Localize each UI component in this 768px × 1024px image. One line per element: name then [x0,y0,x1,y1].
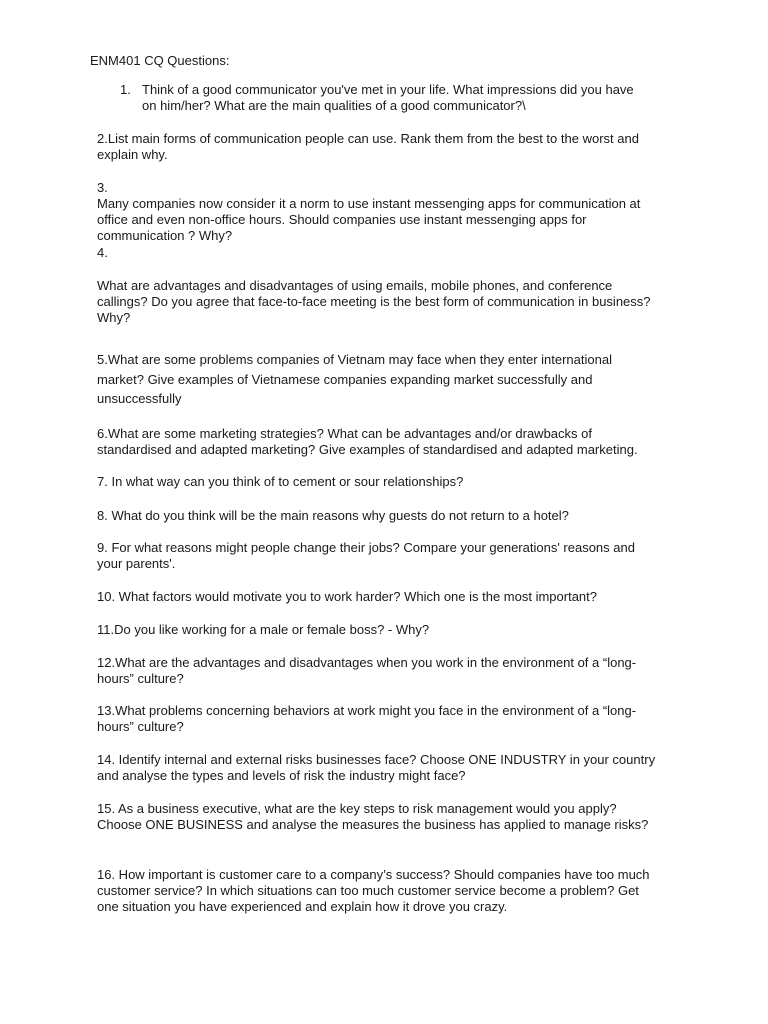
question-14: 14. Identify internal and external risks businesses face? Choose ONE INDUSTRY in your country and analyse the types and levels of risk the industry might face? [97,752,656,783]
question-9: 9. For what reasons might people change their jobs? Compare your generations' reasons and your parents'. [97,540,635,571]
question-7: 7. In what way can you think of to cement or sour relationships? [97,474,464,489]
question-3-number: 3. [97,180,108,195]
question-6: 6.What are some marketing strategies? What can be advantages and/or drawbacks of standardised and adapted marketing? Give examples of standardised and adapted marketing. [97,426,638,457]
document-title: ENM401 CQ Questions: [90,53,230,68]
question-3-text: Many companies now consider it a norm to use instant messenging apps for communication at office and even non-office hours. Should companies use instant messenging apps for communication ? Why? [97,196,641,243]
question-12: 12.What are the advantages and disadvantages when you work in the environment of a “long-hours” culture? [97,655,637,686]
question-13: 13.What problems concerning behaviors at work might you face in the environment of a “long-hours” culture? [97,703,637,734]
question-1-number: 1. [120,82,131,97]
question-10: 10. What factors would motivate you to work harder? Which one is the most important? [97,589,598,604]
question-16: 16. How important is customer care to a company’s success? Should companies have too much customer service? In which situations can too much customer service become a problem? Get one situation you have experienced and explain how it drove you crazy. [97,867,650,914]
question-1-text: Think of a good communicator you've met in your life. What impressions did you have on him/her? What are the main qualities of a good communicator?\ [142,82,634,113]
question-4-text: What are advantages and disadvantages of using emails, mobile phones, and conference callings? Do you agree that face-to-face meeting is the best form of communication in business? Why? [97,278,651,325]
question-2: 2.List main forms of communication people can use. Rank them from the best to the worst and explain why. [97,131,639,162]
question-11: 11.Do you like working for a male or female boss? - Why? [97,622,430,637]
question-8: 8. What do you think will be the main reasons why guests do not return to a hotel? [97,508,569,523]
question-5: 5.What are some problems companies of Vietnam may face when they enter international market? Give examples of Vietnamese companies expanding market successfully and unsuccessfully [97,352,612,406]
question-15: 15. As a business executive, what are the key steps to risk management would you apply? Choose ONE BUSINESS and analyse the measures the business has applied to manage risks? [97,801,649,832]
question-4-number: 4. [97,245,108,260]
